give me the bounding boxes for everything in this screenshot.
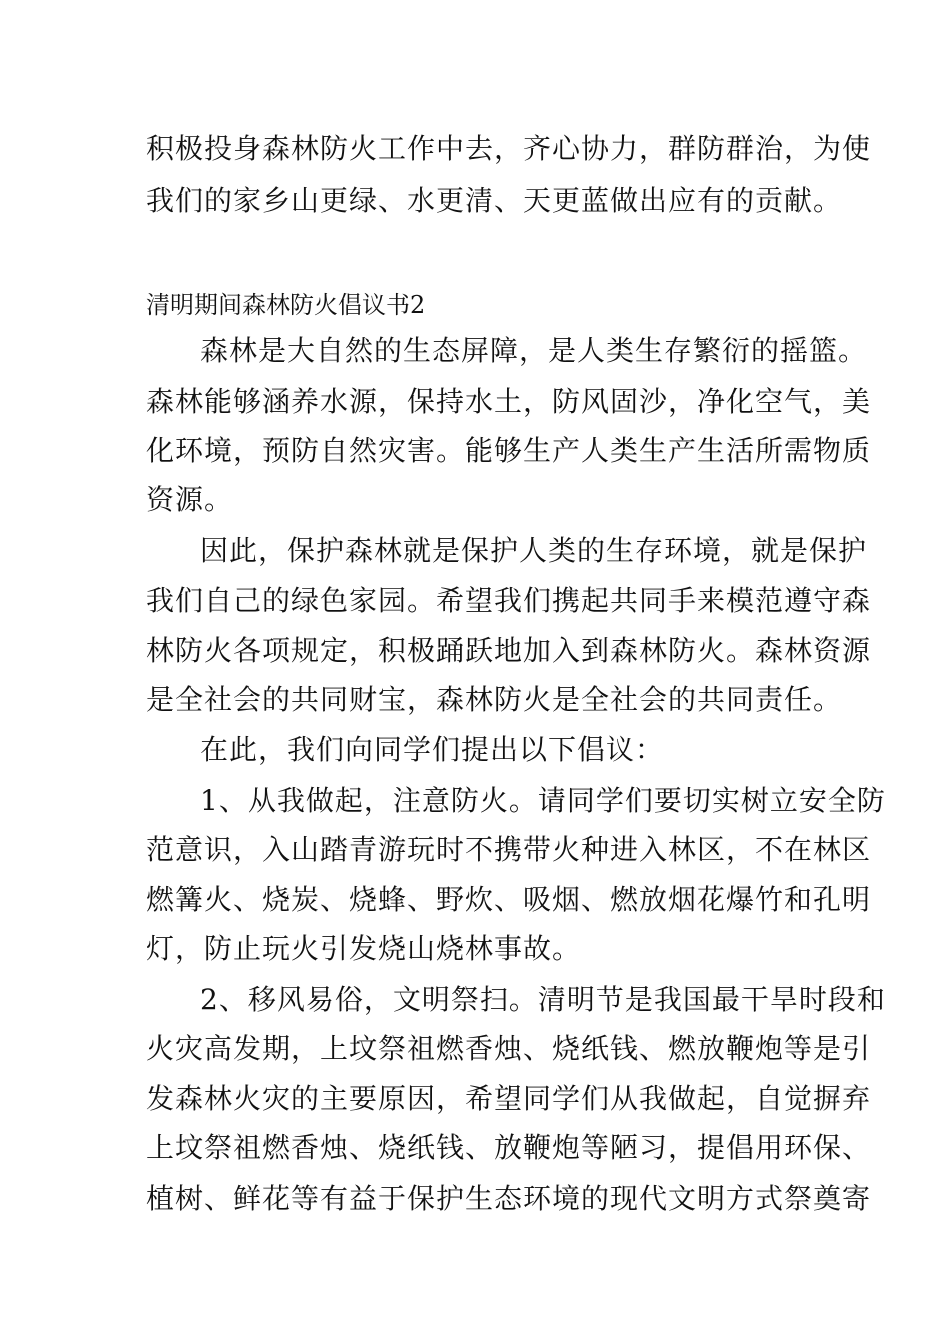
paragraph-1-line-1: 森林是大自然的生态屏障，是人类生存繁衍的摇篮。 xyxy=(200,334,868,367)
paragraph-2-line-2: 我们自己的绿色家园。希望我们携起共同手来模范遵守森 xyxy=(146,584,872,617)
paragraph-2-line-1: 因此，保护森林就是保护人类的生存环境，就是保护 xyxy=(200,534,868,567)
paragraph-2-line-4: 是全社会的共同财宝，森林防火是全社会的共同责任。 xyxy=(146,683,843,716)
section-title: 清明期间森林防火倡议书2 xyxy=(146,291,426,319)
paragraph-5-line-3: 发森林火灾的主要原因，希望同学们从我做起，自觉摒弃 xyxy=(146,1082,872,1115)
paragraph-5-line-5: 植树、鲜花等有益于保护生态环境的现代文明方式祭奠寄 xyxy=(146,1182,872,1215)
paragraph-5-line-4: 上坟祭祖燃香烛、烧纸钱、放鞭炮等陋习，提倡用环保、 xyxy=(146,1131,872,1164)
paragraph-5-line-1: 2、移风易俗，文明祭扫。清明节是我国最干旱时段和 xyxy=(200,983,886,1016)
paragraph-3-line-1: 在此，我们向同学们提出以下倡议： xyxy=(200,733,665,766)
paragraph-4-line-4: 灯，防止玩火引发烧山烧林事故。 xyxy=(146,932,582,965)
intro-line-2: 我们的家乡山更绿、水更清、天更蓝做出应有的贡献。 xyxy=(146,184,843,217)
paragraph-1-line-3: 化环境，预防自然灾害。能够生产人类生产生活所需物质 xyxy=(146,434,872,467)
paragraph-4-line-2: 范意识，入山踏青游玩时不携带火种进入林区，不在林区 xyxy=(146,833,872,866)
paragraph-4-line-1: 1、从我做起，注意防火。请同学们要切实树立安全防 xyxy=(200,784,886,817)
intro-line-1: 积极投身森林防火工作中去，齐心协力，群防群治，为使 xyxy=(146,132,872,165)
paragraph-2-line-3: 林防火各项规定，积极踊跃地加入到森林防火。森林资源 xyxy=(146,634,872,667)
paragraph-5-line-2: 火灾高发期，上坟祭祖燃香烛、烧纸钱、燃放鞭炮等是引 xyxy=(146,1032,872,1065)
paragraph-4-line-3: 燃篝火、烧炭、烧蜂、野炊、吸烟、燃放烟花爆竹和孔明 xyxy=(146,883,872,916)
paragraph-1-line-2: 森林能够涵养水源，保持水土，防风固沙，净化空气，美 xyxy=(146,385,872,418)
paragraph-1-line-4: 资源。 xyxy=(146,483,234,516)
